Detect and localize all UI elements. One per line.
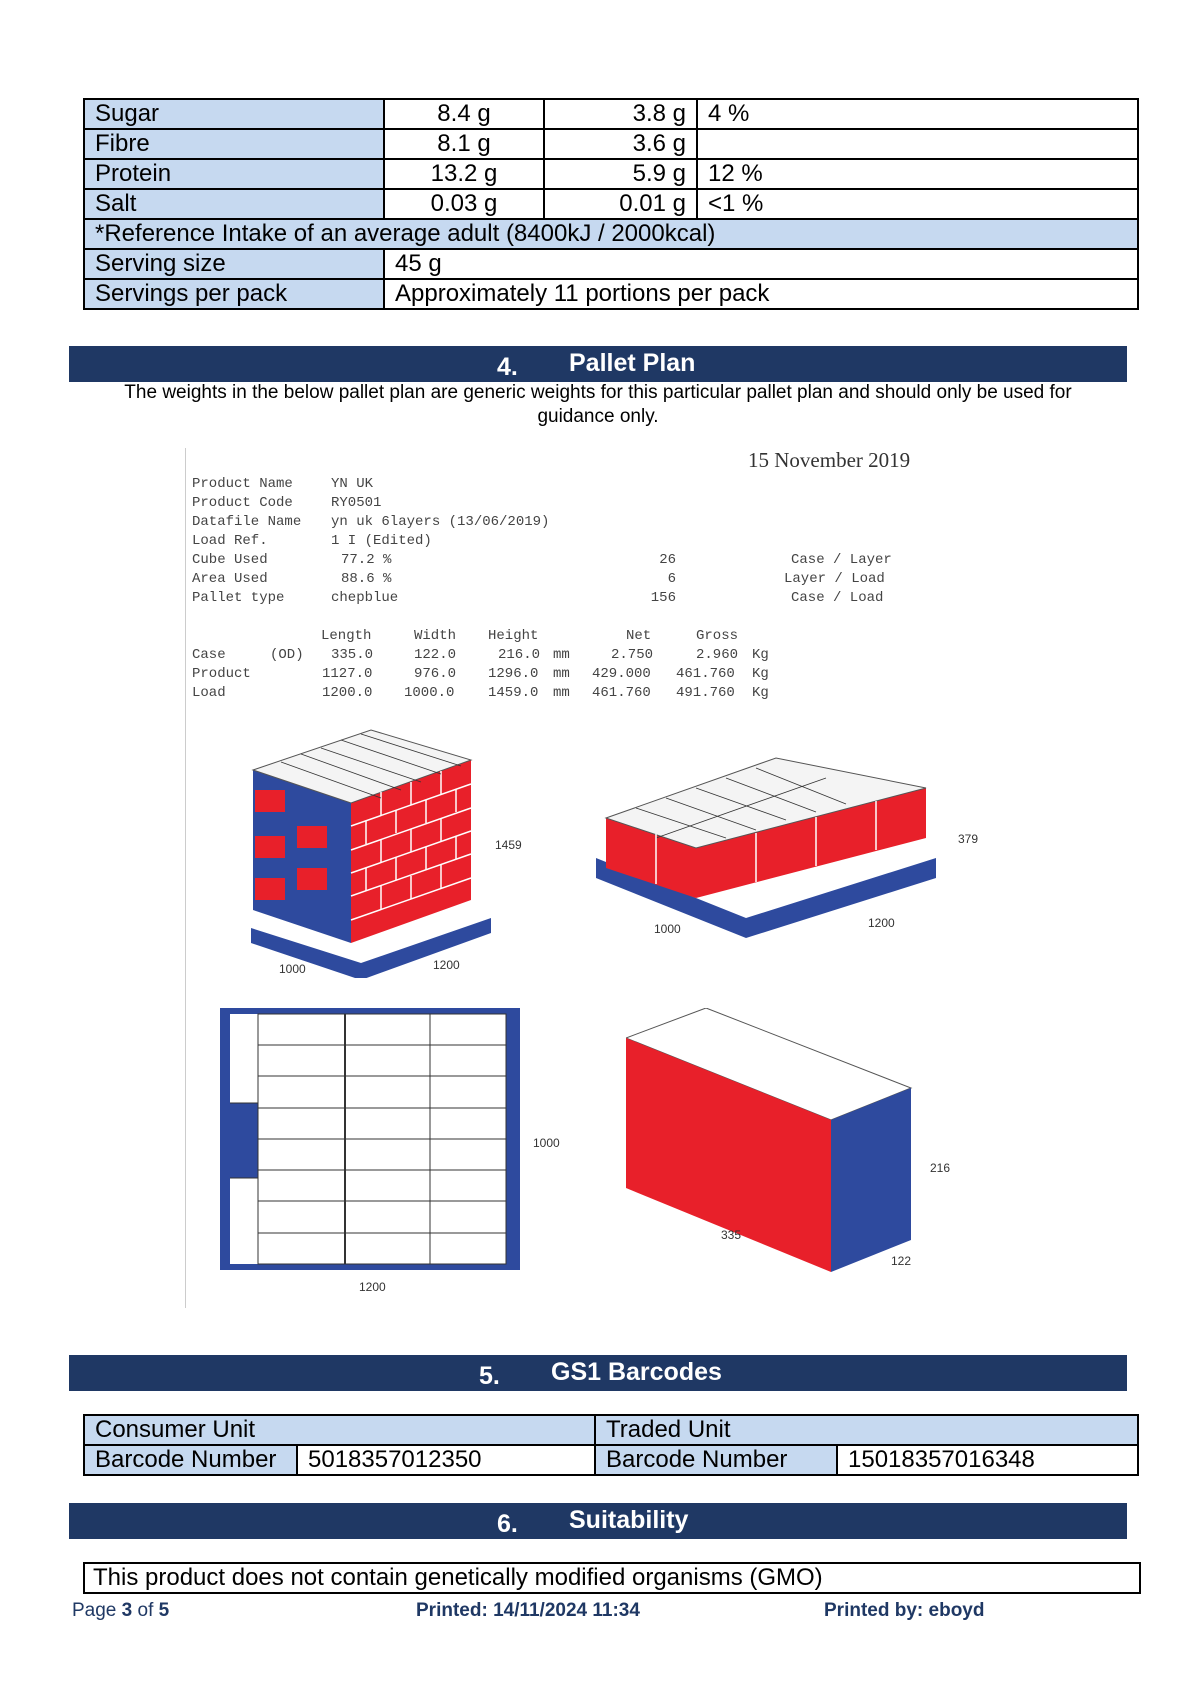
full-width-label: 1000 <box>279 962 306 976</box>
layer-width-label: 1000 <box>654 922 681 936</box>
info-value: 77.2 % <box>341 552 392 568</box>
page-total: 5 <box>158 1600 170 1621</box>
info-key: Product Code <box>192 495 293 511</box>
nutrient-label: Protein <box>84 159 384 189</box>
traded-barcode-value: 15018357016348 <box>837 1445 1138 1475</box>
table-row <box>84 99 1138 129</box>
consumer-barcode-value: 5018357012350 <box>297 1445 595 1475</box>
per-serving-value: 3.6 g <box>544 129 697 159</box>
layer-height-label: 379 <box>958 832 979 846</box>
info-key: Load Ref. <box>192 533 268 549</box>
dims-header-net: Net <box>626 628 652 644</box>
section-header-gs1-barcodes <box>69 1355 1127 1391</box>
page-number <box>72 1600 169 1622</box>
per-100g-value: 13.2 g <box>384 159 544 189</box>
dims-length: 335.0 <box>331 647 374 663</box>
nutrient-label: Fibre <box>84 129 384 159</box>
dims-length: 1127.0 <box>322 666 373 682</box>
case-height-label: 216 <box>930 1161 951 1175</box>
dims-width: 122.0 <box>414 647 457 663</box>
per-serving-value: 3.8 g <box>544 99 697 129</box>
per-serving-value: 5.9 g <box>544 159 697 189</box>
info-key: Product Name <box>192 476 293 492</box>
layer-per-load-unit: Layer / Load <box>784 571 885 587</box>
ri-value: 12 % <box>697 159 1138 189</box>
printed-by-label: Printed by: <box>824 1600 929 1621</box>
case-per-load-unit: Case / Load <box>791 590 884 606</box>
section-number: 4. <box>497 353 518 381</box>
dims-height: 1459.0 <box>488 685 539 701</box>
case-illustration <box>626 1008 926 1273</box>
page-prefix: Page <box>72 1600 122 1621</box>
table-row <box>84 159 1138 189</box>
per-serving-value: 0.01 g <box>544 189 697 219</box>
printed-date <box>416 1600 640 1622</box>
full-length-label: 1200 <box>433 958 460 972</box>
info-key: Pallet type <box>192 590 285 606</box>
per-100g-value: 0.03 g <box>384 189 544 219</box>
top-length-label: 1200 <box>359 1280 386 1294</box>
consumer-unit-label: Consumer Unit <box>84 1415 595 1445</box>
table-row <box>84 1415 1138 1445</box>
dims-weight-unit: Kg <box>752 647 769 663</box>
dims-header-gross: Gross <box>696 628 739 644</box>
page-of: of <box>132 1600 159 1621</box>
dims-net: 461.760 <box>592 685 651 701</box>
info-value: YN UK <box>331 476 374 492</box>
ri-value: 4 % <box>697 99 1138 129</box>
barcode-table <box>83 1414 1139 1476</box>
info-value: yn uk 6layers (13/06/2019) <box>331 514 550 530</box>
section-header-pallet-plan <box>69 346 1127 382</box>
dims-gross: 491.760 <box>676 685 735 701</box>
dims-gross: 461.760 <box>676 666 735 682</box>
printed-by <box>824 1600 984 1622</box>
table-row <box>84 219 1138 249</box>
info-key: Area Used <box>192 571 268 587</box>
table-row <box>84 1445 1138 1475</box>
servings-per-pack-label: Servings per pack <box>84 279 384 309</box>
nutrient-label: Salt <box>84 189 384 219</box>
servings-per-pack-value: Approximately 11 portions per pack <box>384 279 1138 309</box>
info-key: Datafile Name <box>192 514 302 530</box>
dims-gross: 2.960 <box>696 647 739 663</box>
serving-size-label: Serving size <box>84 249 384 279</box>
table-row <box>84 189 1138 219</box>
dims-height-unit: mm <box>553 647 570 663</box>
consumer-barcode-label: Barcode Number <box>84 1445 297 1475</box>
info-value: RY0501 <box>331 495 382 511</box>
table-row <box>84 279 1138 309</box>
dims-header-width: Width <box>414 628 457 644</box>
case-per-layer-unit: Case / Layer <box>791 552 892 568</box>
dims-weight-unit: Kg <box>752 666 769 682</box>
section-header-suitability <box>69 1503 1127 1539</box>
serving-size-value: 45 g <box>384 249 1138 279</box>
case-per-layer-count: 26 <box>659 552 676 568</box>
dims-row-name: Product <box>192 666 251 682</box>
printed-by-value: eboyd <box>928 1600 985 1621</box>
dims-weight-unit: Kg <box>752 685 769 701</box>
section-title: Pallet Plan <box>569 349 696 377</box>
printed-value: 14/11/2024 11:34 <box>493 1600 640 1621</box>
info-key: Cube Used <box>192 552 268 568</box>
dims-height: 216.0 <box>498 647 541 663</box>
dims-net: 2.750 <box>611 647 654 663</box>
dims-height-unit: mm <box>553 666 570 682</box>
pallet-date: 15 November 2019 <box>748 448 911 472</box>
layer-per-load-count: 6 <box>667 571 676 587</box>
dims-net: 429.000 <box>592 666 651 682</box>
full-height-label: 1459 <box>495 838 522 852</box>
dims-width: 976.0 <box>414 666 457 682</box>
table-row <box>84 129 1138 159</box>
dims-row-od: (OD) <box>270 647 304 663</box>
section-title: GS1 Barcodes <box>551 1358 722 1386</box>
nutrition-table <box>83 98 1139 310</box>
info-value: 88.6 % <box>341 571 392 587</box>
dims-length: 1200.0 <box>322 685 373 701</box>
dims-row-name: Load <box>192 685 226 701</box>
section-number: 5. <box>479 1362 500 1390</box>
dims-height: 1296.0 <box>488 666 539 682</box>
nutrient-label: Sugar <box>84 99 384 129</box>
dims-height-unit: mm <box>553 685 570 701</box>
printed-label: Printed: <box>416 1600 494 1621</box>
case-width-label: 122 <box>891 1254 912 1268</box>
case-per-load-count: 156 <box>650 590 676 606</box>
pallet-plan-note: The weights in the below pallet plan are generic weights for this particular pallet plan and should only be used for guidance only. <box>124 382 1072 427</box>
layer-length-label: 1200 <box>868 916 895 930</box>
section-title: Suitability <box>569 1506 689 1534</box>
table-row <box>84 249 1138 279</box>
dims-row-name: Case <box>192 647 226 663</box>
section-number: 6. <box>497 1510 518 1538</box>
info-value: chepblue <box>331 590 399 606</box>
case-length-label: 335 <box>721 1228 742 1242</box>
info-value: 1 I (Edited) <box>331 533 432 549</box>
per-100g-value: 8.1 g <box>384 129 544 159</box>
traded-barcode-label: Barcode Number <box>595 1445 837 1475</box>
dims-width: 1000.0 <box>404 685 455 701</box>
ri-value <box>697 129 1138 159</box>
top-view-illustration <box>220 1008 520 1270</box>
top-width-label: 1000 <box>533 1136 560 1150</box>
dims-header-length: Length <box>321 628 372 644</box>
reference-intake-note: *Reference Intake of an average adult (8400kJ / 2000kcal) <box>84 219 1138 249</box>
per-100g-value: 8.4 g <box>384 99 544 129</box>
ri-value: <1 % <box>697 189 1138 219</box>
dims-header-height: Height <box>488 628 539 644</box>
suitability-gmo-statement: This product does not contain genetically modified organisms (GMO) <box>83 1562 1141 1594</box>
traded-unit-label: Traded Unit <box>595 1415 1138 1445</box>
pallet-plan-figure <box>185 448 1006 1308</box>
page-current: 3 <box>121 1600 133 1621</box>
